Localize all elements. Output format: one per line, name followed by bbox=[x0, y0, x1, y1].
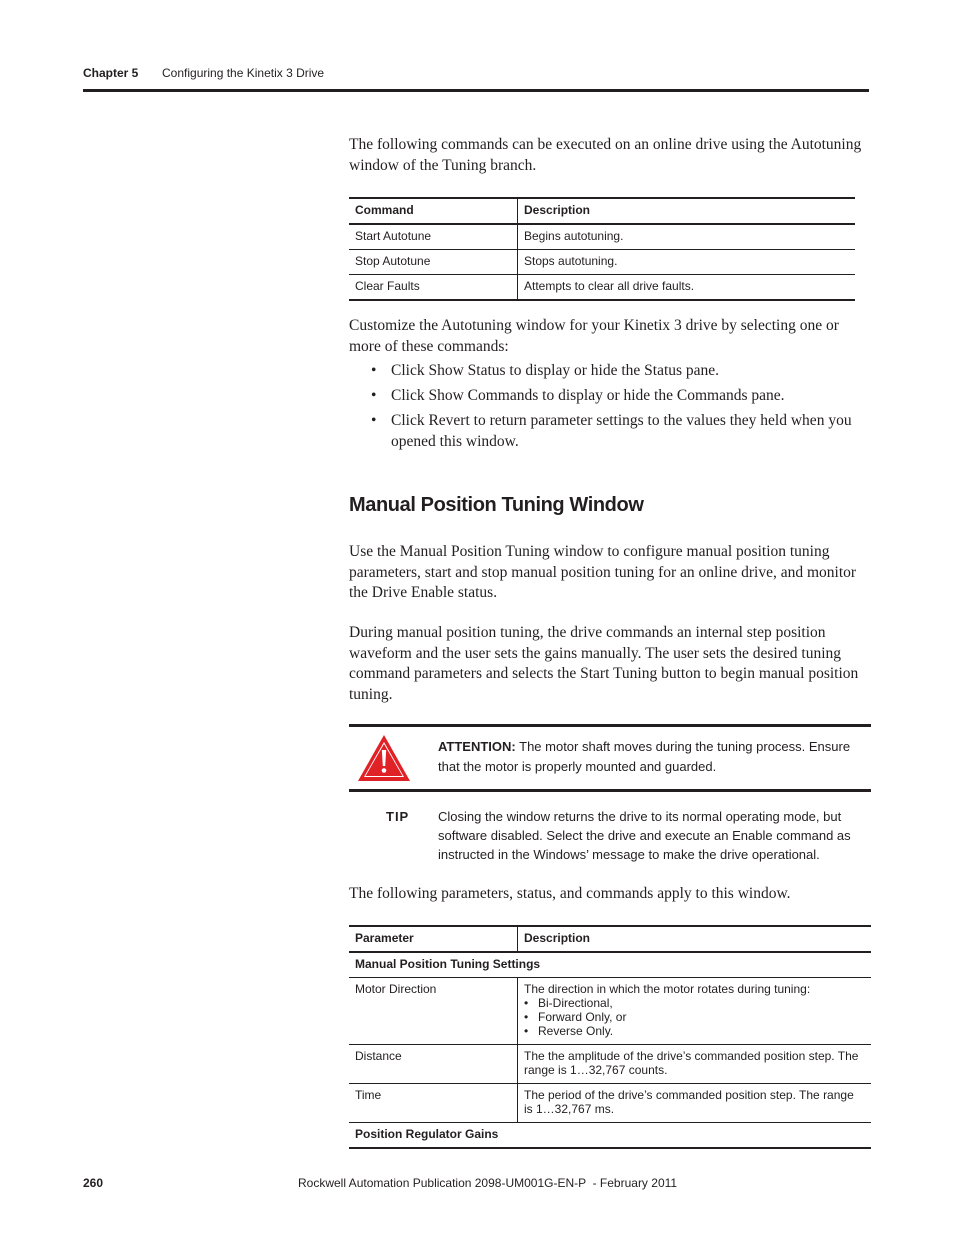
attention-message bbox=[438, 737, 858, 776]
bullet-icon: • bbox=[524, 996, 529, 1010]
use-paragraph: Use the Manual Position Tuning window to configure manual position tuning parameters, start and stop manual position tuning for an online drive, and monitor the Drive Enable status. bbox=[349, 543, 857, 601]
list-item bbox=[349, 411, 871, 452]
table-header-row bbox=[349, 198, 855, 224]
direction-options-list bbox=[524, 996, 865, 1038]
parameter-cell: Time bbox=[349, 1084, 518, 1123]
table-section-row bbox=[349, 1123, 871, 1149]
description-cell: The the amplitude of the drive’s commanded position step. The range is 1…32,767 counts. bbox=[518, 1045, 872, 1084]
command-cell: Start Autotune bbox=[349, 224, 518, 250]
attention-text: The motor shaft moves during the tuning process. Ensure that the motor is properly mounted and guarded. bbox=[438, 739, 851, 774]
customize-paragraph: Customize the Autotuning window for your Kinetix 3 drive by selecting one or more of these commands: bbox=[349, 317, 839, 355]
column-header: Command bbox=[349, 198, 518, 224]
table-row bbox=[349, 1084, 871, 1123]
chapter-title: Configuring the Kinetix 3 Drive bbox=[162, 66, 325, 80]
bullet-icon: • bbox=[524, 1024, 529, 1038]
parameters-table bbox=[349, 925, 871, 1149]
list-item bbox=[524, 996, 865, 1010]
table-row bbox=[349, 275, 855, 301]
bullet-text: Click Show Commands to display or hide the Commands pane. bbox=[391, 387, 785, 404]
parameter-cell: Motor Direction bbox=[349, 978, 518, 1045]
bullet-text: Click Revert to return parameter settings to the values they held when you opened this window. bbox=[391, 412, 852, 450]
description-cell: Attempts to clear all drive faults. bbox=[518, 275, 856, 301]
bullet-icon: • bbox=[371, 362, 377, 379]
attention-bottom-rule bbox=[349, 789, 871, 792]
list-item bbox=[349, 386, 871, 407]
list-item bbox=[524, 1024, 865, 1038]
intro-paragraph: The following commands can be executed on an online drive using the Autotuning window of the Tuning branch. bbox=[349, 136, 862, 174]
table-header-row bbox=[349, 926, 871, 952]
bullet-icon: • bbox=[524, 1010, 529, 1024]
params-intro-paragraph: The following parameters, status, and commands apply to this window. bbox=[349, 885, 791, 902]
column-header: Description bbox=[518, 198, 856, 224]
page-number: 260 bbox=[83, 1176, 104, 1190]
table-section-row bbox=[349, 952, 871, 978]
command-cell: Clear Faults bbox=[349, 275, 518, 301]
during-paragraph: During manual position tuning, the drive commands an internal step position waveform and the user sets the gains manually. The user sets the desired tuning command parameters and selects the Start Tuning button to begin manual position tuning. bbox=[349, 624, 859, 703]
bullet-text: Click Show Status to display or hide the Status pane. bbox=[391, 362, 720, 379]
attention-top-rule bbox=[349, 724, 871, 727]
chapter-label: Chapter 5 bbox=[83, 66, 139, 80]
customize-bullet-list bbox=[349, 361, 871, 457]
parameter-cell: Distance bbox=[349, 1045, 518, 1084]
section-cell: Manual Position Tuning Settings bbox=[349, 952, 871, 978]
table-row bbox=[349, 1045, 871, 1084]
warning-triangle-icon bbox=[356, 733, 412, 783]
column-header: Description bbox=[518, 926, 872, 952]
table-row bbox=[349, 250, 855, 275]
header-rule bbox=[83, 89, 869, 92]
list-item bbox=[349, 361, 871, 382]
table-row bbox=[349, 224, 855, 250]
option-text: Bi-Directional, bbox=[538, 996, 613, 1010]
option-text: Reverse Only. bbox=[538, 1024, 614, 1038]
attention-label: ATTENTION: bbox=[438, 739, 516, 754]
tip-text: Closing the window returns the drive to its normal operating mode, but software disabled. Select the drive and execute an Enable command as instructed in the Windows’ message to make the drive operational. bbox=[438, 809, 851, 863]
description-cell: Stops autotuning. bbox=[518, 250, 856, 275]
publication-info: Rockwell Automation Publication 2098-UM001G-EN-P - February 2011 bbox=[298, 1176, 678, 1190]
description-cell bbox=[518, 978, 872, 1045]
column-header: Parameter bbox=[349, 926, 518, 952]
description-cell: The period of the drive’s commanded position step. The range is 1…32,767 ms. bbox=[518, 1084, 872, 1123]
description-cell: Begins autotuning. bbox=[518, 224, 856, 250]
list-item bbox=[524, 1010, 865, 1024]
page-header bbox=[83, 66, 325, 80]
tip-label: TIP bbox=[386, 809, 410, 824]
bullet-icon: • bbox=[371, 387, 377, 404]
option-text: Forward Only, or bbox=[538, 1010, 627, 1024]
table-row bbox=[349, 978, 871, 1045]
section-cell: Position Regulator Gains bbox=[349, 1123, 871, 1149]
command-cell: Stop Autotune bbox=[349, 250, 518, 275]
commands-table bbox=[349, 197, 855, 301]
section-heading: Manual Position Tuning Window bbox=[349, 494, 644, 516]
bullet-icon: • bbox=[371, 412, 377, 429]
description-text: The direction in which the motor rotates during tuning: bbox=[524, 982, 811, 996]
